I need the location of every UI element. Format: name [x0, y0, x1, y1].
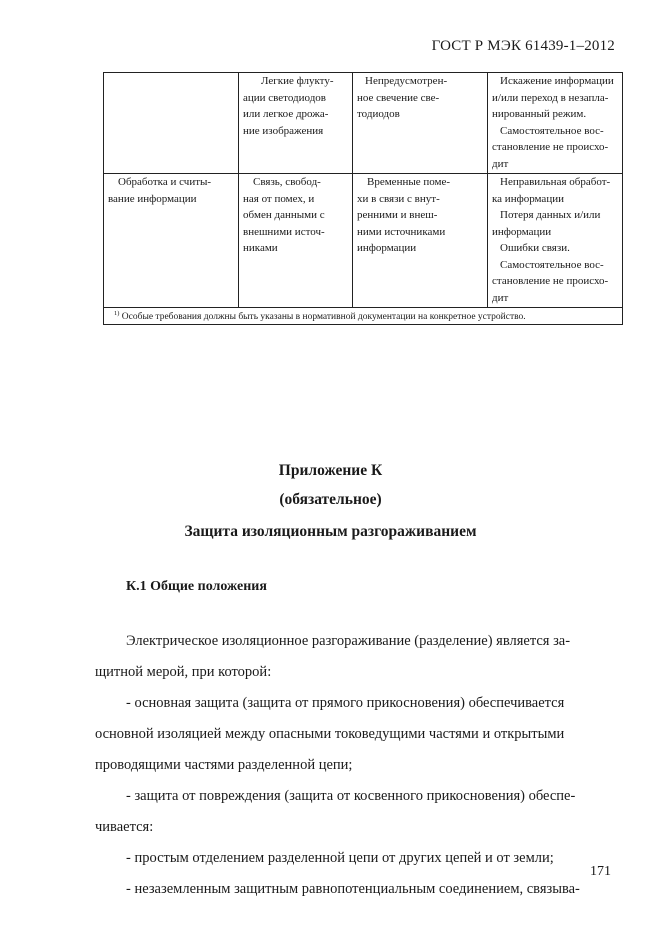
table-cell	[488, 73, 623, 174]
cell-text: хи в связи с внут-	[357, 192, 440, 205]
cell-text: тодиодов	[357, 108, 400, 120]
footnote-marker: 1)	[114, 310, 120, 317]
cell-text: дит	[492, 291, 509, 304]
cell-text: Самостоятельное вос-	[500, 124, 604, 137]
cell-text: обмен данными с	[243, 209, 325, 221]
cell-text: ка информации	[492, 192, 564, 205]
footnote-text: Особые требования должны быть указаны в нормативной документации на конкретное устройство.	[121, 312, 526, 322]
annex-name: Защита изоляционным разгораживанием	[184, 523, 477, 540]
table-cell	[239, 73, 353, 174]
text-line: чивается:	[95, 819, 154, 835]
annex-status: (обязательное)	[279, 491, 382, 508]
cell-text: ное свечение све-	[357, 91, 440, 104]
cell-text: Связь, свобод-	[253, 176, 321, 188]
table-cell	[239, 174, 353, 308]
requirements-table	[103, 72, 623, 325]
cell-text: ними источниками	[357, 225, 446, 238]
cell-text: вание информации	[108, 192, 197, 205]
cell-text: становление не происхо-	[492, 141, 609, 153]
text-line: - защита от повреждения (защита от косвенного прикосновения) обеспе-	[126, 788, 576, 804]
cell-text: ние изображения	[243, 124, 324, 137]
text-line: проводящими частями разделенной цепи;	[95, 757, 353, 773]
table-row	[104, 174, 623, 308]
document-header: ГОСТ Р МЭК 61439-1–2012	[431, 38, 615, 54]
cell-text: нированный режим.	[492, 108, 587, 120]
text-line: - незаземленным защитным равнопотенциальным соединением, связыва-	[126, 881, 580, 897]
table-footnote	[104, 308, 623, 325]
cell-text: ации светодиодов	[243, 91, 326, 104]
cell-text: Ошибки связи.	[500, 242, 570, 254]
table-row	[104, 73, 623, 174]
cell-text: Искажение информации	[500, 75, 614, 87]
cell-text: ренними и внеш-	[357, 209, 438, 221]
cell-text: Самостоятельное вос-	[500, 258, 604, 271]
paragraph	[95, 626, 622, 905]
annex-title: Приложение К	[278, 462, 383, 479]
table-cell	[353, 174, 488, 308]
text-line: - простым отделением разделенной цепи от других цепей и от земли;	[126, 850, 554, 866]
text-line: щитной мерой, при которой:	[95, 664, 272, 680]
table-cell	[353, 73, 488, 174]
cell-text: и/или переход в незапла-	[492, 91, 609, 104]
table-cell	[104, 174, 239, 308]
table-cell	[488, 174, 623, 308]
cell-text: Непредусмотрен-	[365, 75, 448, 87]
cell-text: никами	[243, 242, 278, 254]
section-heading: К.1 Общие положения	[126, 579, 267, 594]
cell-text: внешними источ-	[243, 225, 325, 238]
cell-text: ная от помех, и	[243, 192, 315, 205]
table-footnote-row	[104, 308, 623, 325]
page-number: 171	[590, 864, 611, 879]
cell-text: Потеря данных и/или	[500, 209, 601, 221]
cell-text: становление не происхо-	[492, 275, 609, 287]
text-line: основной изоляцией между опасными токоведущими частями и открытыми	[95, 726, 565, 742]
table-cell	[104, 73, 239, 174]
cell-text: Обработка и считы-	[118, 176, 212, 188]
cell-text: Неправильная обработ-	[500, 176, 611, 188]
cell-text: дит	[492, 157, 509, 170]
text-line: - основная защита (защита от прямого прикосновения) обеспечивается	[126, 695, 565, 711]
cell-text: информации	[492, 225, 552, 238]
cell-text: Легкие флукту-	[261, 75, 334, 87]
cell-text: Временные поме-	[367, 176, 451, 188]
cell-text: или легкое дрожа-	[243, 108, 329, 120]
text-line: Электрическое изоляционное разгораживание (разделение) является за-	[126, 633, 571, 649]
cell-text: информации	[357, 242, 417, 254]
